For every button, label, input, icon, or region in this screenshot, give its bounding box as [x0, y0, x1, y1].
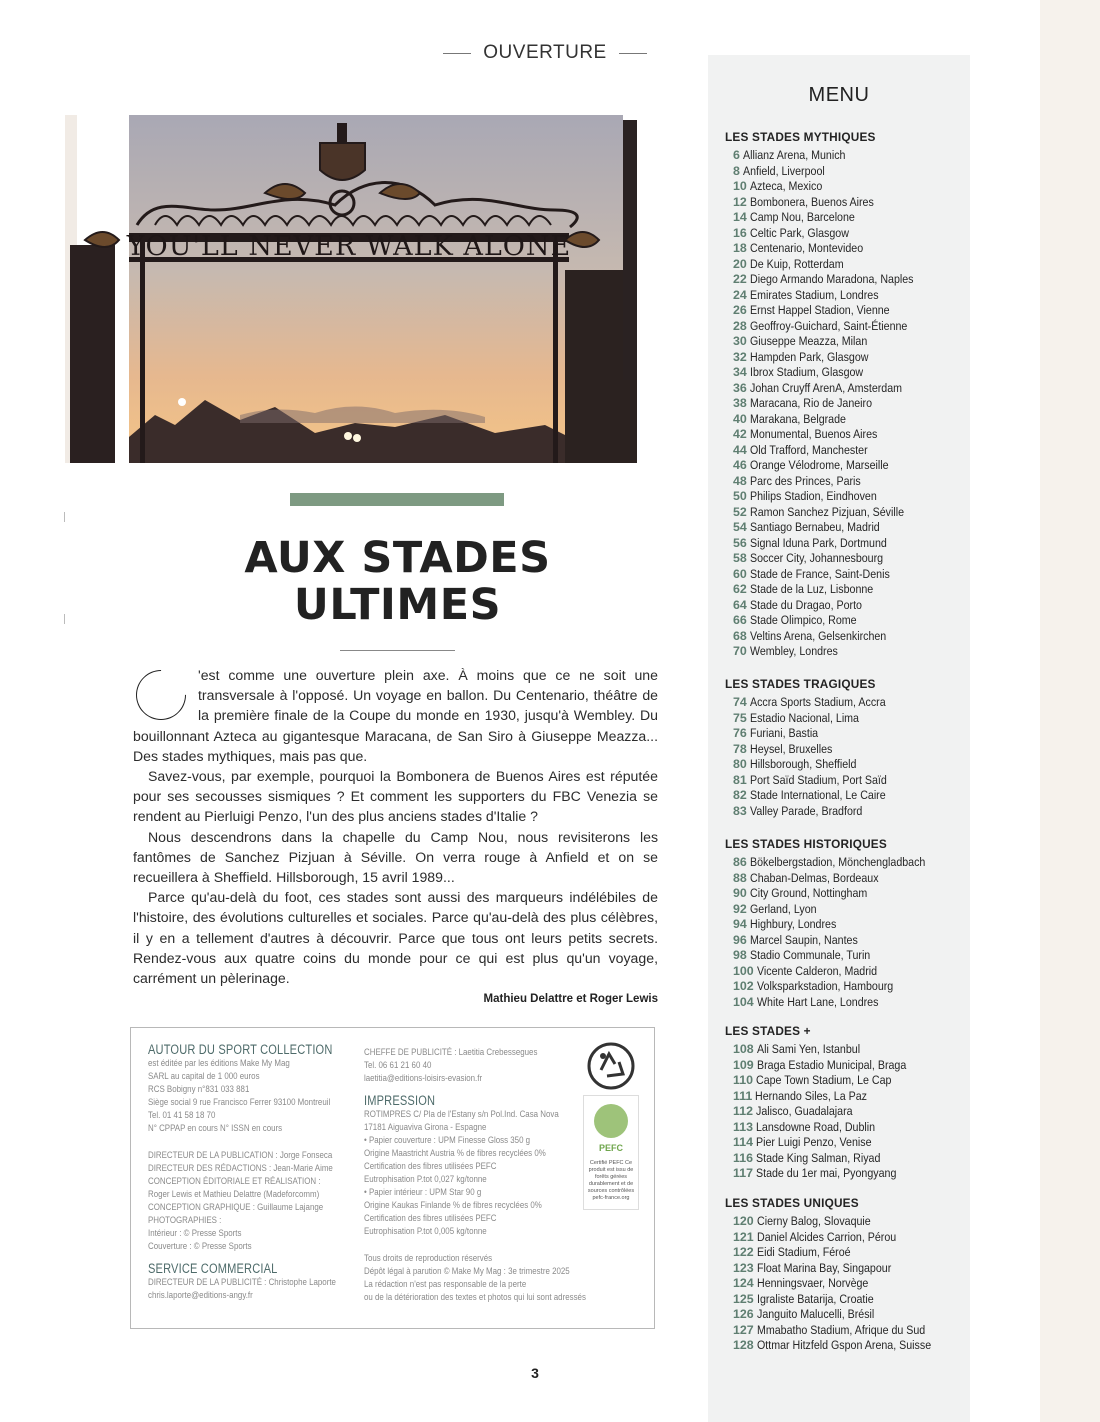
staff-line: Couverture : © Presse Sports [148, 1241, 252, 1251]
menu-stadium-name: Chaban-Delmas, Bordeaux [749, 870, 879, 885]
page-edge [1040, 0, 1100, 1422]
menu-item [725, 303, 965, 319]
menu-page-number: 88 [733, 870, 747, 885]
menu-stadium-name: Jalisco, Guadalajara [756, 1104, 853, 1118]
menu-item [725, 1089, 965, 1105]
menu-page-number: 100 [733, 963, 754, 978]
paragraph [133, 665, 658, 766]
publisher-line: N° CPPAP en cours N° ISSN en cours [148, 1123, 283, 1133]
menu-page-number: 94 [733, 917, 747, 931]
menu-item [725, 1307, 965, 1323]
menu-item [725, 520, 965, 536]
menu-section-title: LES STADES MYTHIQUES [725, 130, 876, 144]
menu-page-number: 74 [733, 695, 747, 709]
menu-item [725, 1338, 965, 1354]
menu-item [725, 365, 965, 381]
publisher-line: SARL au capital de 1 000 euros [148, 1071, 260, 1081]
menu-stadium-name: Stade du 1er mai, Pyongyang [756, 1166, 897, 1180]
menu-item [725, 210, 965, 226]
menu-item [725, 711, 965, 727]
menu-stadium-name: Highbury, Londres [749, 917, 837, 931]
menu-page-number: 6 [733, 148, 740, 162]
menu-item [725, 1261, 965, 1277]
menu-item [725, 1104, 965, 1120]
byline: Mathieu Delattre et Roger Lewis [483, 993, 658, 1005]
menu-stadium-name: Ramon Sanchez Pizjuan, Séville [749, 504, 904, 519]
menu-item [725, 742, 965, 758]
menu-stadium-name: Ottmar Hitzfeld Gspon Arena, Suisse [756, 1338, 931, 1352]
menu-stadium-name: Accra Sports Stadium, Accra [749, 695, 886, 709]
menu-item [725, 788, 965, 804]
menu-page-number: 56 [733, 535, 747, 550]
menu-page-number: 52 [733, 504, 747, 519]
menu-stadium-name: Braga Estadio Municipal, Braga [756, 1057, 906, 1072]
menu-item [725, 933, 965, 949]
pefc-label: PEFC [598, 1143, 623, 1153]
ad-line: CHEFFE DE PUBLICITÉ : Laetitia Crebessegues [364, 1047, 538, 1057]
legal-line: Dépôt légal à parution © Make My Mag : 3e trimestre 2025 [364, 1266, 570, 1276]
menu-item [725, 726, 965, 742]
menu-item [725, 551, 965, 567]
menu-item [725, 917, 965, 933]
menu-stadium-name: Stade Olimpico, Rome [749, 613, 857, 627]
legal-line: La rédaction n'est pas responsable de la perte [364, 1279, 527, 1289]
menu-page-number: 58 [733, 551, 747, 565]
menu-stadium-name: Pier Luigi Penzo, Venise [756, 1135, 872, 1149]
menu-item [725, 948, 965, 964]
menu-item [725, 773, 965, 789]
menu-page-number: 82 [733, 788, 747, 802]
menu-stadium-name: De Kuip, Rotterdam [749, 256, 844, 271]
menu-page-number: 112 [733, 1104, 753, 1118]
menu-section [725, 130, 965, 660]
menu-item [725, 995, 965, 1011]
menu-section-title: LES STADES HISTORIQUES [725, 837, 887, 851]
menu-item [725, 1292, 965, 1308]
menu-stadium-name: Janguito Malucelli, Brésil [756, 1307, 874, 1321]
service-title: SERVICE COMMERCIAL [148, 1261, 278, 1276]
menu-stadium-name: Soccer City, Johannesbourg [749, 551, 883, 565]
menu-page-number: 8 [733, 163, 740, 178]
menu-page-number: 50 [733, 489, 747, 503]
menu-stadium-name: Parc des Princes, Paris [749, 473, 861, 488]
print-line: • Papier intérieur : UPM Star 90 g [364, 1187, 482, 1197]
menu-item [725, 458, 965, 474]
menu-stadium-name: Volksparkstadion, Hambourg [756, 979, 893, 993]
title-divider [340, 650, 455, 651]
menu-stadium-name: Cape Town Stadium, Le Cap [756, 1073, 892, 1087]
menu-stadium-name: Stade de la Luz, Lisbonne [749, 582, 874, 596]
ad-line: Tel. 06 61 21 60 40 [364, 1060, 432, 1070]
article-title [130, 535, 665, 629]
menu-page-number: 98 [733, 948, 747, 962]
print-line: Origine Kaukas Finlande % de fibres recyclées 0% [364, 1200, 542, 1210]
menu-item [725, 179, 965, 195]
colophon [130, 1027, 655, 1329]
menu-page-number: 12 [733, 194, 747, 209]
menu-item [725, 855, 965, 871]
advertising-info [364, 1046, 579, 1085]
menu-item [725, 226, 965, 242]
print-line: Certification des fibres utilisées PEFC [364, 1213, 497, 1223]
gate-sign-text: YOU'LL NEVER WALK ALONE [126, 231, 572, 262]
menu-page-number: 32 [733, 349, 747, 364]
menu-item [725, 1151, 965, 1167]
menu-item [725, 1042, 965, 1058]
menu-page-number: 125 [733, 1291, 754, 1306]
menu-stadium-name: Stadio Communale, Turin [749, 948, 871, 962]
menu-item [725, 757, 965, 773]
menu-item [725, 241, 965, 257]
menu-page-number: 96 [733, 932, 747, 947]
section-header [440, 40, 650, 66]
menu-item [725, 695, 965, 711]
menu-page-number: 128 [733, 1338, 754, 1352]
menu-page-number: 48 [733, 473, 747, 488]
gate-illustration [65, 115, 660, 463]
menu-page-number: 22 [733, 272, 747, 286]
print-title: IMPRESSION [364, 1093, 436, 1108]
menu-page-number: 124 [733, 1276, 754, 1290]
menu-stadium-name: Veltins Arena, Gelsenkirchen [749, 628, 887, 643]
menu-page-number: 40 [733, 411, 747, 426]
menu-section [725, 837, 965, 1010]
menu-page-number: 42 [733, 427, 747, 441]
menu-page-number: 64 [733, 597, 747, 612]
menu-page-number: 109 [733, 1057, 754, 1072]
menu-stadium-name: Vicente Calderon, Madrid [756, 963, 877, 978]
drop-cap-c [126, 660, 197, 731]
recycle-icon [585, 1040, 637, 1092]
menu-item [725, 1058, 965, 1074]
menu-item [725, 474, 965, 490]
menu-page-number: 10 [733, 179, 747, 193]
menu-page-number: 36 [733, 380, 747, 395]
menu-stadium-name: Stade du Dragao, Porto [749, 597, 862, 612]
menu-page-number: 20 [733, 256, 747, 271]
colophon-left [148, 1042, 348, 1302]
menu-item [725, 871, 965, 887]
menu-page-number: 78 [733, 741, 747, 756]
menu-item [725, 427, 965, 443]
menu-page-number: 75 [733, 710, 747, 725]
menu-item [725, 505, 965, 521]
menu-item [725, 148, 965, 164]
menu-item [725, 567, 965, 583]
menu-stadium-name: Stade de France, Saint-Denis [749, 566, 890, 581]
page-number: 3 [531, 1365, 539, 1381]
menu-stadium-name: Anfield, Liverpool [742, 163, 825, 178]
menu-page-number: 76 [733, 726, 747, 740]
staff-line: CONCEPTION GRAPHIQUE : Guillaume Lajange [148, 1202, 324, 1212]
header-rule-right [619, 53, 647, 54]
menu-stadium-name: Celtic Park, Glasgow [749, 225, 849, 240]
menu-item [725, 1276, 965, 1292]
menu-stadium-name: Mmabatho Stadium, Afrique du Sud [756, 1322, 925, 1337]
menu-page-number: 66 [733, 613, 747, 627]
title-line-1: AUX STADES [244, 533, 551, 583]
publisher-line: RCS Bobigny n°831 033 881 [148, 1084, 250, 1094]
menu-item [725, 644, 965, 660]
menu-page-number: 113 [733, 1119, 753, 1134]
menu-stadium-name: Centenario, Montevideo [749, 241, 863, 255]
menu-item [725, 350, 965, 366]
collection-title: AUTOUR DU SPORT COLLECTION [148, 1042, 333, 1057]
print-line: • Papier couverture : UPM Finesse Gloss 350 g [364, 1135, 531, 1145]
menu-section-title: LES STADES UNIQUES [725, 1196, 859, 1210]
menu-item [725, 1120, 965, 1136]
menu-item [725, 902, 965, 918]
menu-item [725, 598, 965, 614]
menu-page-number: 81 [733, 772, 747, 787]
menu-stadium-name: Azteca, Mexico [749, 179, 823, 193]
menu-stadium-name: Henningsvaer, Norvège [756, 1276, 869, 1290]
menu-page-number: 62 [733, 582, 747, 596]
menu-stadium-name: Ibrox Stadium, Glasgow [749, 365, 863, 379]
menu-page-number: 14 [733, 210, 747, 224]
publisher-line: Tel. 01 41 58 18 70 [148, 1110, 216, 1120]
section-label: OUVERTURE [483, 42, 607, 63]
menu-page-number: 44 [733, 442, 747, 457]
paragraph-text: 'est comme une ouverture plein axe. À moins que ce ne soit une transversale à l'opposé. Un voyage en ballon. Du Centenario, théâtre de la première finale de la Coupe du monde en 1930, jusqu'à Wembley. Du bouillonnant Azteca au gigantesque Maracana, de San Siro à Giuseppe Meazza... Des stades mythiques, mais pas que. [133, 667, 658, 764]
menu-item [725, 582, 965, 598]
menu-item [725, 257, 965, 273]
menu-item [725, 396, 965, 412]
publisher-info [148, 1057, 348, 1135]
menu-page-number: 46 [733, 458, 747, 472]
menu-page-number: 127 [733, 1322, 754, 1337]
staff-line: PHOTOGRAPHIES : [148, 1215, 222, 1225]
menu-item [725, 613, 965, 629]
menu-stadium-name: Hernando Siles, La Paz [755, 1088, 868, 1103]
menu-stadium-name: Emirates Stadium, Londres [749, 287, 879, 302]
menu-section [725, 1196, 965, 1354]
menu-stadium-name: City Ground, Nottingham [749, 886, 868, 900]
menu-item [725, 272, 965, 288]
menu-item [725, 804, 965, 820]
menu-item [725, 164, 965, 180]
menu-stadium-name: Stade King Salman, Riyad [756, 1150, 881, 1165]
menu-title: MENU [808, 84, 870, 106]
pefc-certification: Certifié PEFC Ce produit est issu de forêts gérées durablement et de sources contrôlées pefc-france.org [587, 1160, 635, 1201]
menu-stadium-name: Giuseppe Meazza, Milan [749, 334, 868, 348]
menu-item [725, 443, 965, 459]
menu-stadium-name: Geoffroy-Guichard, Saint-Étienne [749, 318, 908, 333]
menu-page-number: 28 [733, 318, 747, 333]
menu-stadium-name: Estadio Nacional, Lima [749, 710, 859, 725]
article-body [133, 665, 658, 988]
ad-line: laetitia@editions-loisirs-evasion.fr [364, 1073, 483, 1083]
staff-line: DIRECTEUR DE LA PUBLICATION : Jorge Fonseca [148, 1150, 333, 1160]
menu-item [725, 1214, 965, 1230]
paragraph: Nous descendrons dans la chapelle du Camp Nou, nous revisiterons les fantômes de Sanchez Pizjuan à Séville. On verra rouge à Anfield et on se recueillera à Sheffield. Hillsborough, 15 avril 1989... [133, 828, 658, 886]
staff-line: DIRECTEUR DES RÉDACTIONS : Jean-Marie Aime [148, 1163, 333, 1173]
menu-item [725, 195, 965, 211]
menu-page-number: 102 [733, 979, 754, 993]
service-line: chris.laporte@editions-angy.fr [148, 1290, 253, 1300]
staff-line: Roger Lewis et Mathieu Delattre (Madeforcomm) [148, 1189, 320, 1199]
menu-page-number: 26 [733, 303, 747, 317]
menu-item [725, 1245, 965, 1261]
menu-stadium-name: Diego Armando Maradona, Naples [749, 272, 914, 286]
menu-section-title: LES STADES TRAGIQUES [725, 677, 876, 691]
menu-stadium-name: Old Trafford, Manchester [749, 442, 868, 457]
menu-stadium-name: Santiago Bernabeu, Madrid [749, 520, 880, 534]
menu-stadium-name: Lansdowne Road, Dublin [756, 1119, 876, 1134]
menu-stadium-name: Marcel Saupin, Nantes [749, 932, 858, 947]
menu-page-number: 34 [733, 365, 747, 379]
menu-stadium-name: Maracana, Rio de Janeiro [749, 396, 872, 410]
menu-item [725, 886, 965, 902]
menu-page-number: 126 [733, 1307, 754, 1321]
accent-bar [290, 493, 504, 506]
menu-stadium-name: Gerland, Lyon [749, 901, 817, 916]
menu-page-number: 86 [733, 855, 747, 869]
staff-credits [148, 1149, 348, 1253]
menu-page-number: 30 [733, 334, 747, 348]
menu-item [725, 1166, 965, 1182]
legal-line: Tous droits de reproduction réservés [364, 1253, 493, 1263]
menu-stadium-name: Allianz Arena, Munich [742, 148, 846, 162]
menu-page-number: 70 [733, 644, 747, 658]
menu-stadium-name: Port Saïd Stadium, Port Saïd [749, 772, 887, 787]
title-line-2: ULTIMES [293, 580, 502, 630]
menu-stadium-name: Stade International, Le Caire [749, 788, 886, 802]
header-rule-left [443, 53, 471, 54]
menu-page-number: 123 [733, 1260, 754, 1275]
menu-item [725, 334, 965, 350]
menu-stadium-name: Ernst Happel Stadion, Vienne [749, 303, 890, 317]
service-line: DIRECTEUR DE LA PUBLICITÉ : Christophe Laporte [148, 1277, 336, 1287]
publisher-line: Siège social 9 rue Francisco Ferrer 93100 Montreuil [148, 1097, 331, 1107]
publisher-line: est éditée par les éditions Make My Mag [148, 1058, 290, 1068]
menu-stadium-name: Float Marina Bay, Singapour [756, 1260, 891, 1275]
paragraph: Parce qu'au-delà du foot, ces stades sont aussi des marqueurs indélébiles de l'histoire, des évolutions culturelles et sociales. Parce qu'au-delà des plus célèbres, il y en a tellement d'autres à découvrir. Parce que tous ont leurs petits secrets. Rendez-vous aux quatre coins du monde pour ce qui est plus qu'un voyage, carrément un pèlerinage. [133, 889, 658, 987]
menu-stadium-name: Wembley, Londres [749, 644, 838, 658]
menu-stadium-name: White Hart Lane, Londres [756, 994, 879, 1009]
menu-page-number: 18 [733, 241, 747, 255]
menu-stadium-name: Bökelbergstadion, Mönchengladbach [749, 855, 926, 869]
menu-stadium-name: Hampden Park, Glasgow [749, 349, 869, 364]
menu-item [725, 536, 965, 552]
menu-stadium-name: Furiani, Bastia [749, 726, 818, 740]
menu-page-number: 80 [733, 757, 747, 771]
menu-page-number: 120 [733, 1214, 754, 1228]
menu-item [725, 629, 965, 645]
pefc-logo [583, 1095, 639, 1210]
print-line: Certification des fibres utilisées PEFC [364, 1161, 497, 1171]
menu-item [725, 319, 965, 335]
print-line: Eutrophisation P.tot 0,005 kg/tonne [364, 1226, 487, 1236]
pefc-tree-icon [594, 1104, 628, 1138]
margin-mark [64, 614, 65, 624]
menu-stadium-name: Igraliste Batarija, Croatie [756, 1291, 874, 1306]
menu-stadium-name: Monumental, Buenos Aires [749, 427, 878, 441]
menu-item [725, 964, 965, 980]
legal-info [364, 1252, 586, 1304]
menu-page-number: 116 [733, 1150, 753, 1165]
menu-stadium-name: Johan Cruyff ArenA, Amsterdam [749, 380, 902, 395]
menu-stadium-name: Eidi Stadium, Féroé [756, 1245, 851, 1259]
menu-item [725, 412, 965, 428]
menu-stadium-name: Valley Parade, Bradford [749, 803, 863, 818]
menu-page-number: 111 [733, 1088, 753, 1103]
menu-stadium-name: Signal Iduna Park, Dortmund [749, 535, 887, 550]
menu-section [725, 677, 965, 819]
menu-page-number: 83 [733, 803, 747, 818]
service-info [148, 1276, 348, 1302]
menu-item [725, 1135, 965, 1151]
menu-section-title: LES STADES + [725, 1024, 811, 1038]
menu-page-number: 38 [733, 396, 747, 410]
menu-page-number: 117 [733, 1166, 753, 1180]
menu-page-number: 122 [733, 1245, 754, 1259]
menu-item [725, 489, 965, 505]
menu-stadium-name: Heysel, Bruxelles [749, 741, 833, 756]
margin-mark [64, 512, 65, 522]
menu-item [725, 381, 965, 397]
menu-item [725, 1323, 965, 1339]
print-line: 17181 Aiguaviva Girona - Espagne [364, 1122, 487, 1132]
staff-line: CONCEPTION ÉDITORIALE ET RÉALISATION : [148, 1176, 321, 1186]
stadium-gate-photo [65, 115, 660, 463]
staff-line: Intérieur : © Presse Sports [148, 1228, 242, 1238]
menu-page-number: 16 [733, 225, 747, 240]
menu-stadium-name: Marakana, Belgrade [749, 411, 846, 426]
menu-stadium-name: Ali Sami Yen, Istanbul [756, 1042, 860, 1056]
menu-page-number: 110 [733, 1073, 753, 1087]
menu-stadium-name: Camp Nou, Barcelone [749, 210, 855, 224]
paragraph: Savez-vous, par exemple, pourquoi la Bombonera de Buenos Aires est réputée pour ses secousses sismiques ? Et comment les supporters du FBC Venezia se rendent au Pierluigi Penzo, l'un des plus anciens stades d'Italie ? [133, 768, 658, 825]
menu-stadium-name: Hillsborough, Sheffield [749, 757, 857, 771]
menu-page-number: 68 [733, 628, 747, 643]
menu-stadium-name: Daniel Alcides Carrion, Pérou [756, 1229, 896, 1244]
menu-item [725, 979, 965, 995]
print-line: Eutrophisation P.tot 0,027 kg/tonne [364, 1174, 487, 1184]
print-line: ROTIMPRES C/ Pla de l'Estany s/n Pol.Ind. Casa Nova [364, 1109, 559, 1119]
menu-page-number: 24 [733, 287, 747, 302]
menu-item [725, 1073, 965, 1089]
menu-page-number: 90 [733, 886, 747, 900]
menu-section [725, 1024, 965, 1182]
menu-stadium-name: Orange Vélodrome, Marseille [749, 458, 889, 472]
menu-stadium-name: Bombonera, Buenos Aires [749, 194, 874, 209]
print-info [364, 1108, 579, 1238]
legal-line: ou de la détérioration des textes et photos qui lui sont adressés [364, 1292, 586, 1302]
menu-page-number: 54 [733, 520, 747, 534]
menu-page-number: 114 [733, 1135, 753, 1149]
menu-item [725, 288, 965, 304]
menu-stadium-name: Philips Stadion, Eindhoven [749, 489, 877, 503]
menu-page-number: 108 [733, 1042, 754, 1056]
menu-item [725, 1230, 965, 1246]
menu-page-number: 104 [733, 994, 754, 1009]
menu-stadium-name: Cierny Balog, Slovaquie [756, 1214, 871, 1228]
menu-page-number: 121 [733, 1229, 754, 1244]
colophon-right [364, 1046, 586, 1304]
print-line: Origine Maastricht Austria % de fibres recyclées 0% [364, 1148, 546, 1158]
menu-page-number: 60 [733, 566, 747, 581]
menu-page-number: 92 [733, 901, 747, 916]
